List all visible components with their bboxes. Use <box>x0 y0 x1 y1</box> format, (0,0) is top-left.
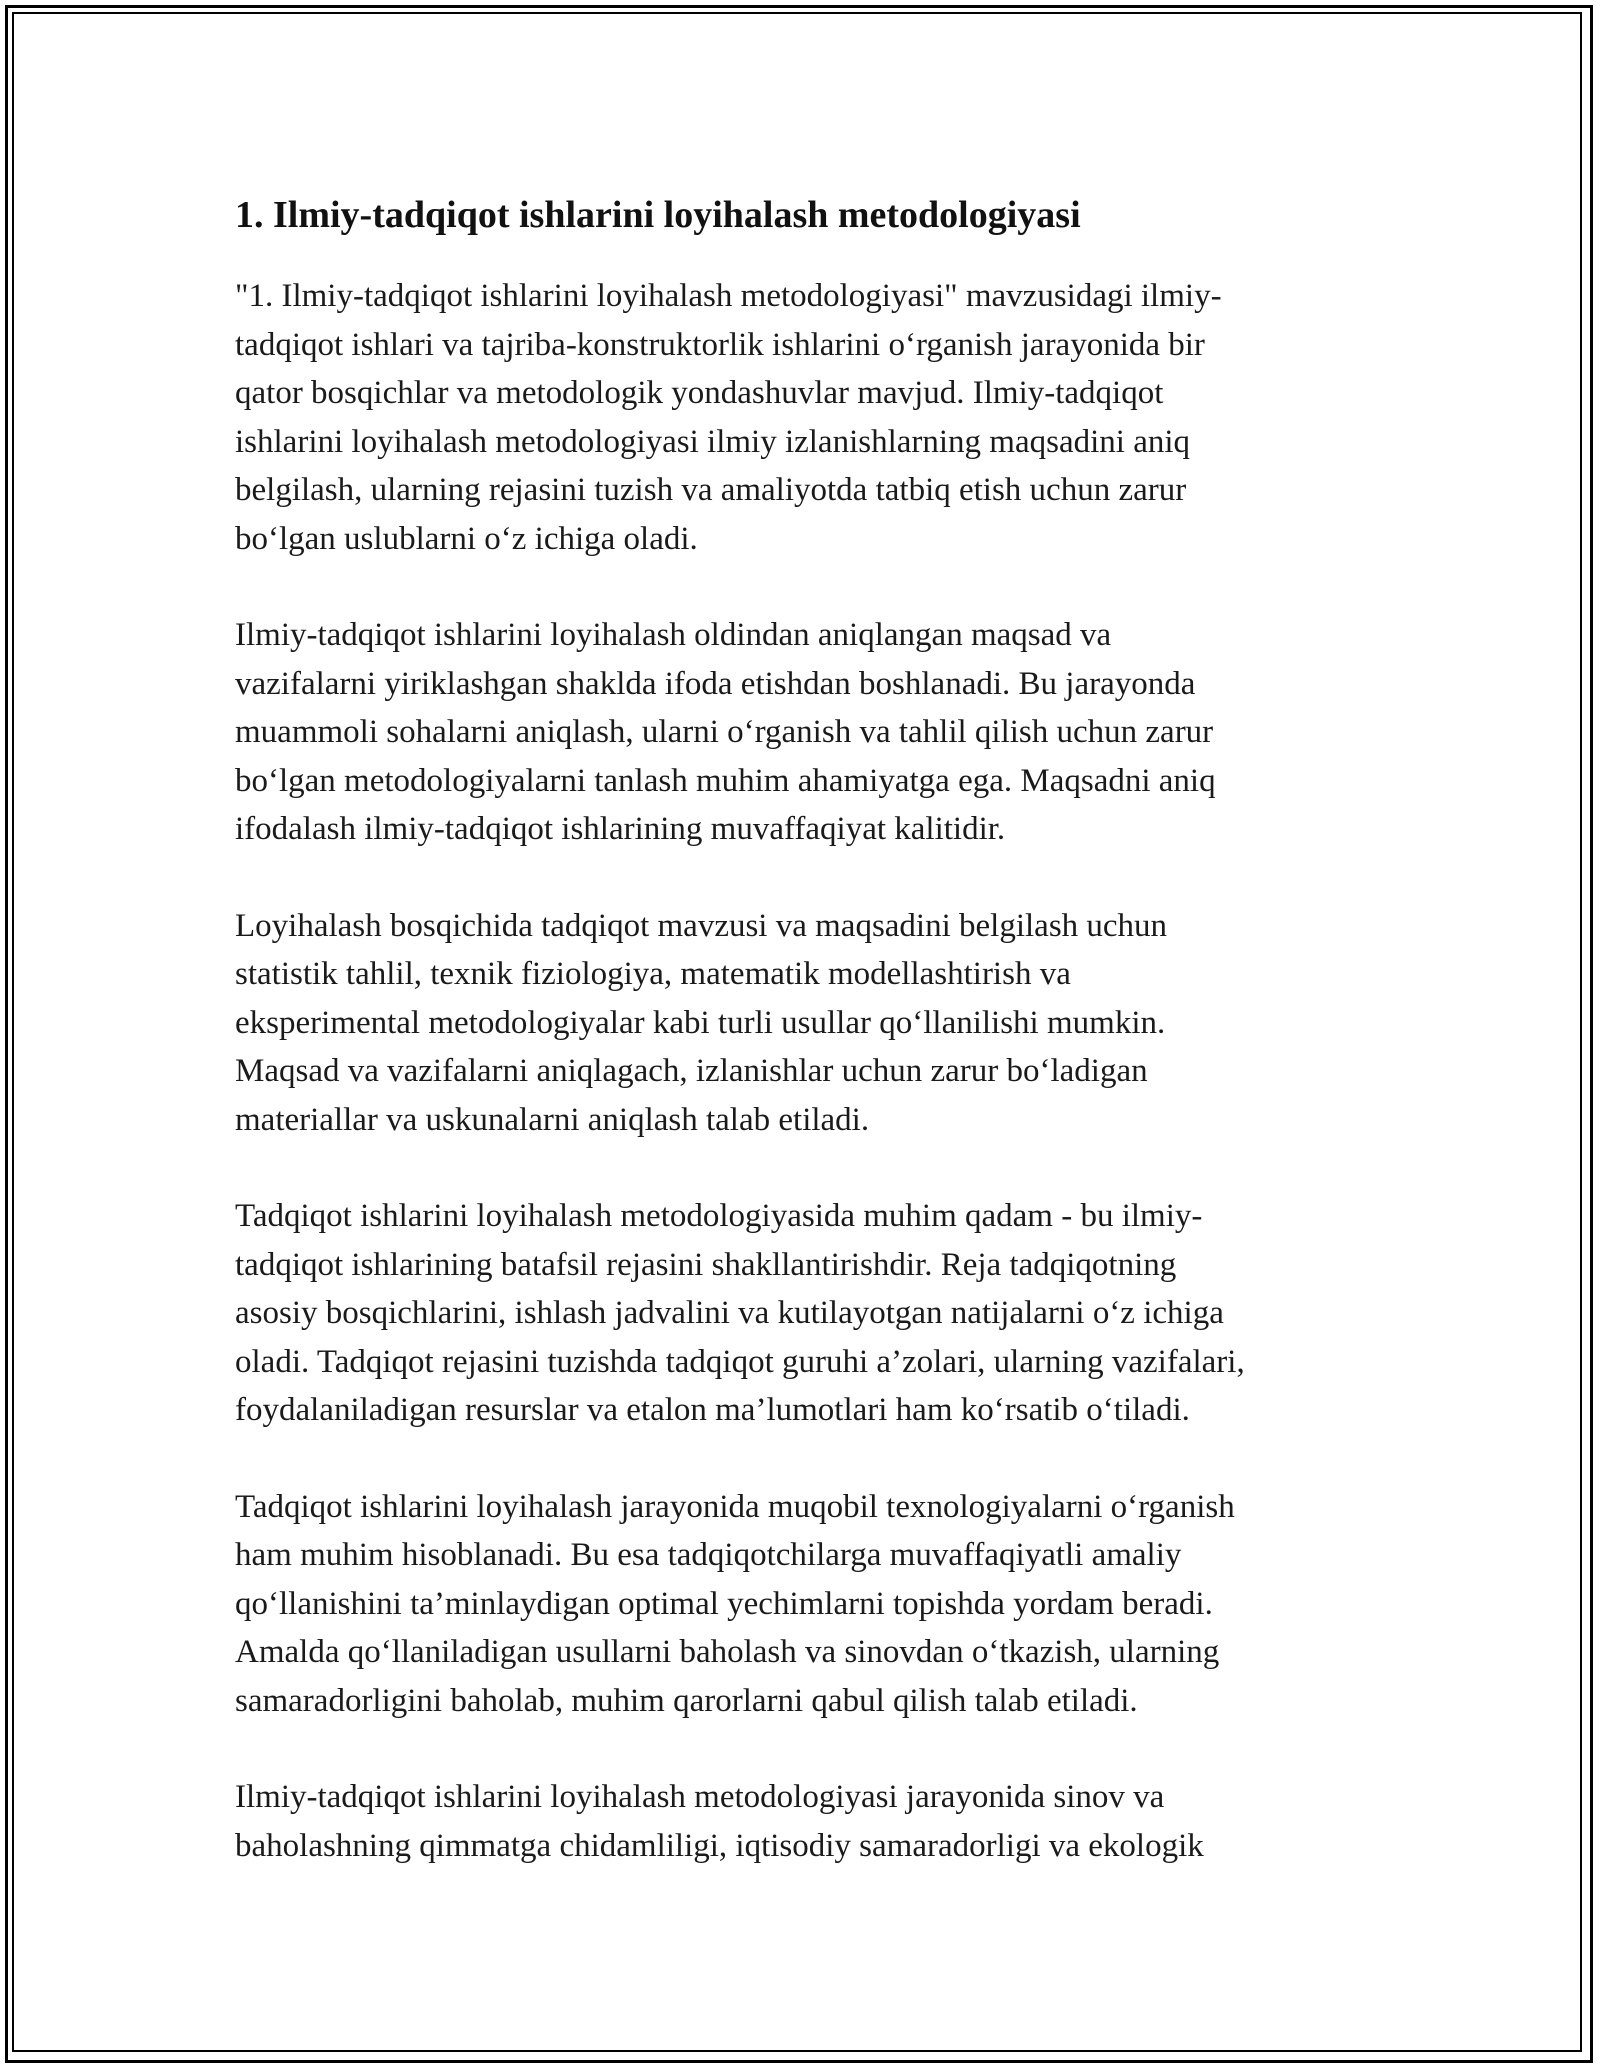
paragraph-4: Tadqiqot ishlarini loyihalash metodologiyasida muhim qadam - bu ilmiy- tadqiqot ishlarining batafsil rejasini shakllantirishdir. Reja tadqiqotning asosiy bosqichlarini, ishlash jadvalini va kutilayotgan natijalarni o‘z ichiga oladi. Tadqiqot rejasini tuzishda tadqiqot guruhi a’zolari, ularning vazifalari, foydalaniladigan resurslar va etalon ma’lumotlari ham ko‘rsatib o‘tiladi. <box>235 1198 1245 1428</box>
paragraph-1: "1. Ilmiy-tadqiqot ishlarini loyihalash metodologiyasi" mavzusidagi ilmiy- tadqiqot ishlari va tajriba-konstruktorlik ishlarini o‘rganish jarayonida bir qator bosqichlar va metodologik yondashuvlar mavjud. Ilmiy-tadqiqot ishlarini loyihalash metodologiyasi ilmiy izlanishlarning maqsadini aniq belgilash, ularning rejasini tuzish va amaliyotda tatbiq etish uchun zarur bo‘lgan uslublarni o‘z ichiga oladi. <box>235 278 1222 557</box>
paragraph-6: Ilmiy-tadqiqot ishlarini loyihalash metodologiyasi jarayonida sinov va baholashning qimmatga chidamliligi, iqtisodiy samaradorligi va ekologik <box>235 1779 1204 1864</box>
paragraph-5: Tadqiqot ishlarini loyihalash jarayonida muqobil texnologiyalarni o‘rganish ham muhim hisoblanadi. Bu esa tadqiqotchilarga muvaffaqiyatli amaliy qo‘llanishini ta’minlaydigan optimal yechimlarni topishda yordam beradi. Amalda qo‘llaniladigan usullarni baholash va sinovdan o‘tkazish, ularning samaradorligini baholab, muhim qarorlarni qabul qilish talab etiladi. <box>235 1488 1235 1719</box>
document-body <box>235 182 1365 1918</box>
document-title: 1. Ilmiy-tadqiqot ishlarini loyihalash metodologiyasi <box>235 194 1081 236</box>
paragraph-2: Ilmiy-tadqiqot ishlarini loyihalash oldindan aniqlangan maqsad va vazifalarni yiriklashgan shaklda ifoda etishdan boshlanadi. Bu jarayonda muammoli sohalarni aniqlash, ularni o‘rganish va tahlil qilish uchun zarur bo‘lgan metodologiyalarni tanlash muhim ahamiyatga ega. Maqsadni aniq ifodalash ilmiy-tadqiqot ishlarining muvaffaqiyat kalitidir. <box>235 617 1216 847</box>
paragraph-3: Loyihalash bosqichida tadqiqot mavzusi va maqsadini belgilash uchun statistik tahlil, texnik fiziologiya, matematik modellashtirish va eksperimental metodologiyalar kabi turli usullar qo‘llanilishi mumkin. Maqsad va vazifalarni aniqlagach, izlanishlar uchun zarur bo‘ladigan materiallar va uskunalarni aniqlash talab etiladi. <box>235 907 1168 1138</box>
